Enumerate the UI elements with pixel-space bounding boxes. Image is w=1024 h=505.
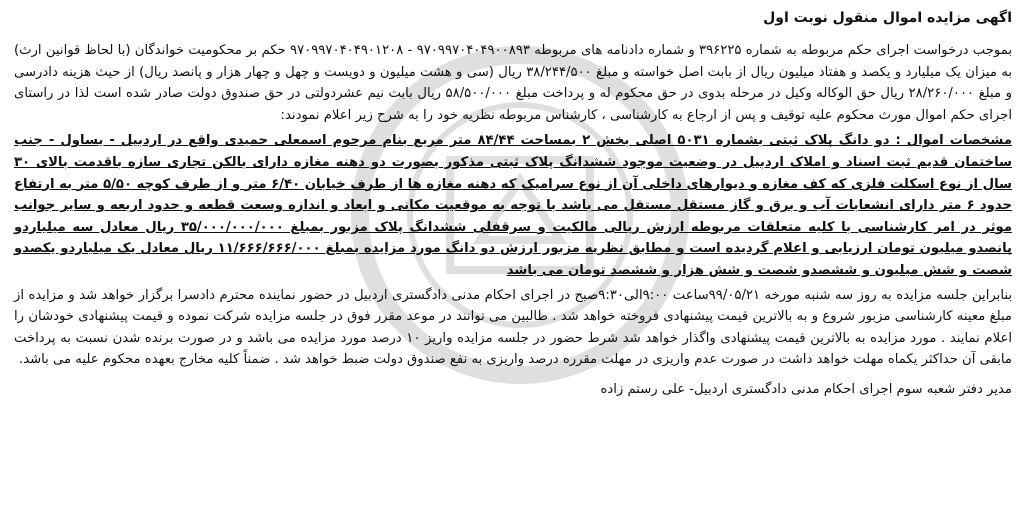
property-specs-paragraph: مشخصات اموال : دو دانگ پلاک ثبتی بشماره ۵۰۳۱ اصلی بخش ۲ بمساحت ۸۴/۴۴ متر مربع بنام مرحوم اسمعلی حمیدی واقع در اردبیل - یساول - جنب ساختمان قدیم ثبت اسناد و املاک اردبیل در وضعیت موجود ششدانگ پلاک ثبتی مذکور بصورت دو دهنه مغازه دارای بالکن تجاری سازه باقدمت بالای ۳۰ سال از نوع اسکلت فلزی که کف مغازه و دیوارهای داخلی آن از نوع سرامیک که دهنه مغازه ها از طرف خیابان ۶/۴۰ متر و از طرف کوچه ۵/۵۰ متر به ارتفاع حدود ۶ متر دارای انشعابات آب و برق و گاز مستقل مستقل می باشد با توجه به موقعیت مکانی و ابعاد و اندازه وسعت قطعه و حدود اربعه و سایر جوانب موثر در امر کارشناسی با کلیه متعلقات مربوطه ارزش ریالی مالکیت و سرقفلی ششدانگ پلاک مزبور بمبلغ ۳۵/۰۰۰/۰۰۰/۰۰۰ ریال معادل سه میلیاردو پانصدو میلیون تومان ارزیابی و اعلام گردیده است و مطابق نظریه مزبور ارزش دو دانگ مورد مزایده بمبلغ ۱۱/۶۶۶/۶۶۶/۰۰۰ ریال معادل یک میلیاردو یکصدو شصت و شش میلیون و ششصدو شصت و شش هزار و ششصد تومان می باشد [14,133,1013,278]
signature-line: مدیر دفتر شعبه سوم اجرای احکام مدنی دادگستری اردبیل- علی رستم زاده [600,381,1012,397]
notice-title: اگهی مزایده اموال منقول نوبت اول [763,10,1012,26]
auction-session-paragraph: بنابراین جلسه مزایده به روز سه شنبه مورخه ۹۹/۰۵/۲۱ساعت ۹:۰۰الی۹:۳۰صبح در اجرای احکام مدنی دادگستری اردبیل در حضور نماینده محترم دادسرا برگزار خواهد شد و مزایده از مبلغ معینه کارشناسی مزبور شروع و به بالاترین قیمت پیشنهادی فروخته خواهد شد . طالبین می توانند در موعد مقرر فوق در جلسه مزایده شرکت نموده و قیمت پیشنهادی خودشان را اعلام نمایند . مورد مزایده به بالاترین قیمت پیشنهادی واگذار خواهد شد شرط حضور در جلسه مزایده واریز ۱۰ درصد مورد مزایده می باشد و در صورت برنده شدن نسبت به پرداخت مابقی آن حداکثر یکماه مهلت خواهد داشت در صورت عدم واریزی در مهلت مقرره درصد واریزی به نفع صندوق دولت ضبط خواهد شد . ضمناً کلیه مخارج بعهده محکوم علیه می باشد. [14,287,1012,368]
intro-paragraph: بموجب درخواست اجرای حکم مربوطه به شماره ۳۹۶۲۲۵ و شماره دادنامه های مربوطه ۹۷۰۹۹۷۰۴۰۴۹۰۰۸۹۳ - ۹۷۰۹۹۷۰۴۰۴۹۰۱۲۰۸ حکم بر محکومیت خواندگان (با لحاظ قوانین ارث) به میزان یک میلیارد و یکصد و هفتاد میلیون ریال از بابت اصل خواسته و مبلغ ۳۸/۲۴۴/۵۰۰ ریال (سی و هشت میلیون و دویست و چهل و چهار هزار و پانصد ریال) از حیث هزینه دادرسی و مبلغ ۲۸/۲۶۰/۰۰۰ ریال حق الوکاله وکیل در مرحله بدوی در حق محکوم له و پرداخت مبلغ ۵۸/۵۰۰/۰۰۰ ریال بابت نیم عشردولتی در حق صندوق دولت صادر شده است لذا در راستای اجرای حکم اموال مورث محکوم علیه توقیف و پس از ارجاع به کارشناسی ، کارشناس مربوطه نظریه خود را به شرح زیر اعلام نمودند: [14,43,1013,123]
